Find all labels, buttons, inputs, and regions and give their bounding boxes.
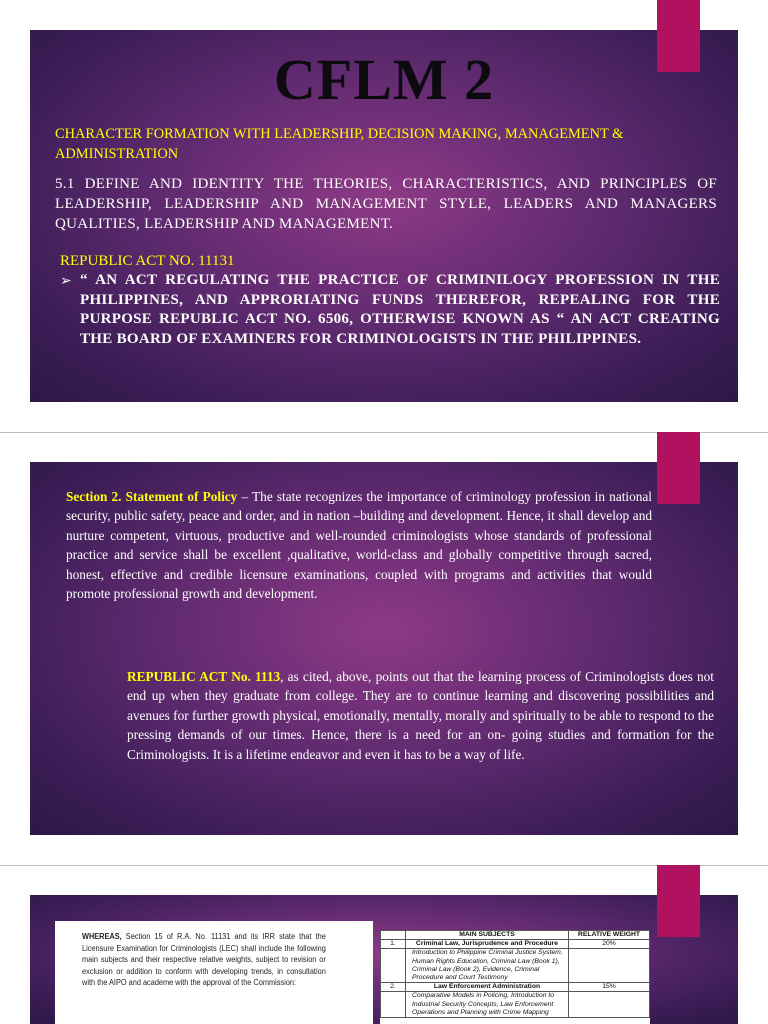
subject-weight: 20%	[569, 940, 650, 949]
republic-act-heading: REPUBLIC ACT NO. 11131	[60, 253, 235, 269]
table-row	[381, 983, 650, 992]
slide-3-accent-tab	[657, 865, 700, 937]
table-row	[381, 949, 650, 983]
statement-of-policy-paragraph	[66, 487, 652, 603]
whereas-body: Section 15 of R.A. No. 11131 and its IRR state that the Licensure Examination for Criminologists (LEC) shall include the following main subjects and their respective relative weights, subject to revision or exclusion or addition to conform with developing trends, in consultation with the AIPO and academe with the approval of the Commission:	[82, 932, 326, 988]
ra-body: , as cited, above, points out that the learning process of Criminologists does not end up when they graduate from college. They are to continue learning and discovering possibilities and avenues for further growth physical, emotionally, mentally, morally and spiritually to be able to respond to the pressing demands of our times. Hence, there is a need for an on- going studies and formation for the Criminologists. It is a lifetime endeavor and even it has to be a way of life.	[127, 669, 714, 762]
main-subjects-table-excerpt	[380, 930, 650, 1024]
slide-1-accent-tab	[657, 0, 700, 72]
ra-heading: REPUBLIC ACT No. 1113	[127, 669, 281, 684]
slide-2	[30, 462, 738, 835]
course-subtitle: CHARACTER FORMATION WITH LEADERSHIP, DECISION MAKING, MANAGEMENT & ADMINISTRATION	[55, 126, 624, 162]
subject-name: Law Enforcement Administration	[406, 983, 569, 992]
act-title-quote: “ AN ACT REGULATING THE PRACTICE OF CRIMINILOGY PROFESSION IN THE PHILIPPINES, AND APPRORIATING FUNDS THEREFOR, REPEALING FOR THE PURPOSE REPUBLIC ACT NO. 6506, OTHERWISE KNOWN AS “ AN ACT CREATING THE BOARD OF EXAMINERS FOR CRIMINOLOGISTS IN THE PHILIPPINES.	[80, 272, 720, 347]
section-heading: Section 2. Statement of Policy	[66, 489, 238, 504]
subject-name: Criminal Law, Jurisprudence and Procedure	[406, 940, 569, 949]
row-number: 1.	[381, 940, 406, 949]
section-body: – The state recognizes the importance of criminology profession in national security, public safety, peace and order, and in nation –building and development. Hence, it shall develop and nurture competent, virtuous, productive and well-rounded criminologists whose standards of professional practice and service shall be excellent ,qualitative, world-class and globally competitive through sacred, honest, effective and credible licensure examinations, coupled with programs and activities that would promote professional growth and development.	[66, 489, 653, 602]
col-main-subjects: MAIN SUBJECTS	[406, 931, 569, 940]
arrow-bullet-icon: ➢	[60, 274, 72, 289]
slide-title: CFLM 2	[273, 47, 495, 112]
table-row	[381, 940, 650, 949]
slide-3	[30, 895, 738, 1024]
whereas-document-excerpt	[55, 921, 373, 1024]
whereas-paragraph	[82, 931, 326, 989]
slide-divider	[0, 865, 768, 866]
republic-act-paragraph	[127, 667, 714, 764]
whereas-label: WHEREAS,	[82, 932, 122, 941]
subject-weight: 15%	[569, 983, 650, 992]
col-relative-weight: RELATIVE WEIGHT	[569, 931, 650, 940]
slide-2-accent-tab	[657, 432, 700, 504]
learning-objective: 5.1 DEFINE AND IDENTITY THE THEORIES, CHARACTERISTICS, AND PRINCIPLES OF LEADERSHIP, LEADERSHIP AND MANAGEMENT STYLE, LEADERS AND MANAGERS QUALITIES, LEADERSHIP AND MANAGEMENT.	[55, 176, 717, 232]
row-number: 2.	[381, 983, 406, 992]
subject-description: Introduction to Philippine Criminal Justice System, Human Rights Education, Criminal Law (Book 1), Criminal Law (Book 2), Evidence, Criminal Procedure and Court Testimony	[406, 949, 569, 983]
subject-description: Comparative Models in Policing, Introduction to Industrial Security Concepts, Law Enforcement Operations and Planning with Crime Mapping	[406, 992, 569, 1018]
slide-1	[30, 30, 738, 402]
table-row	[381, 992, 650, 1018]
slide-divider	[0, 432, 768, 433]
main-subjects-table	[380, 930, 650, 1018]
table-header-row	[381, 931, 650, 940]
